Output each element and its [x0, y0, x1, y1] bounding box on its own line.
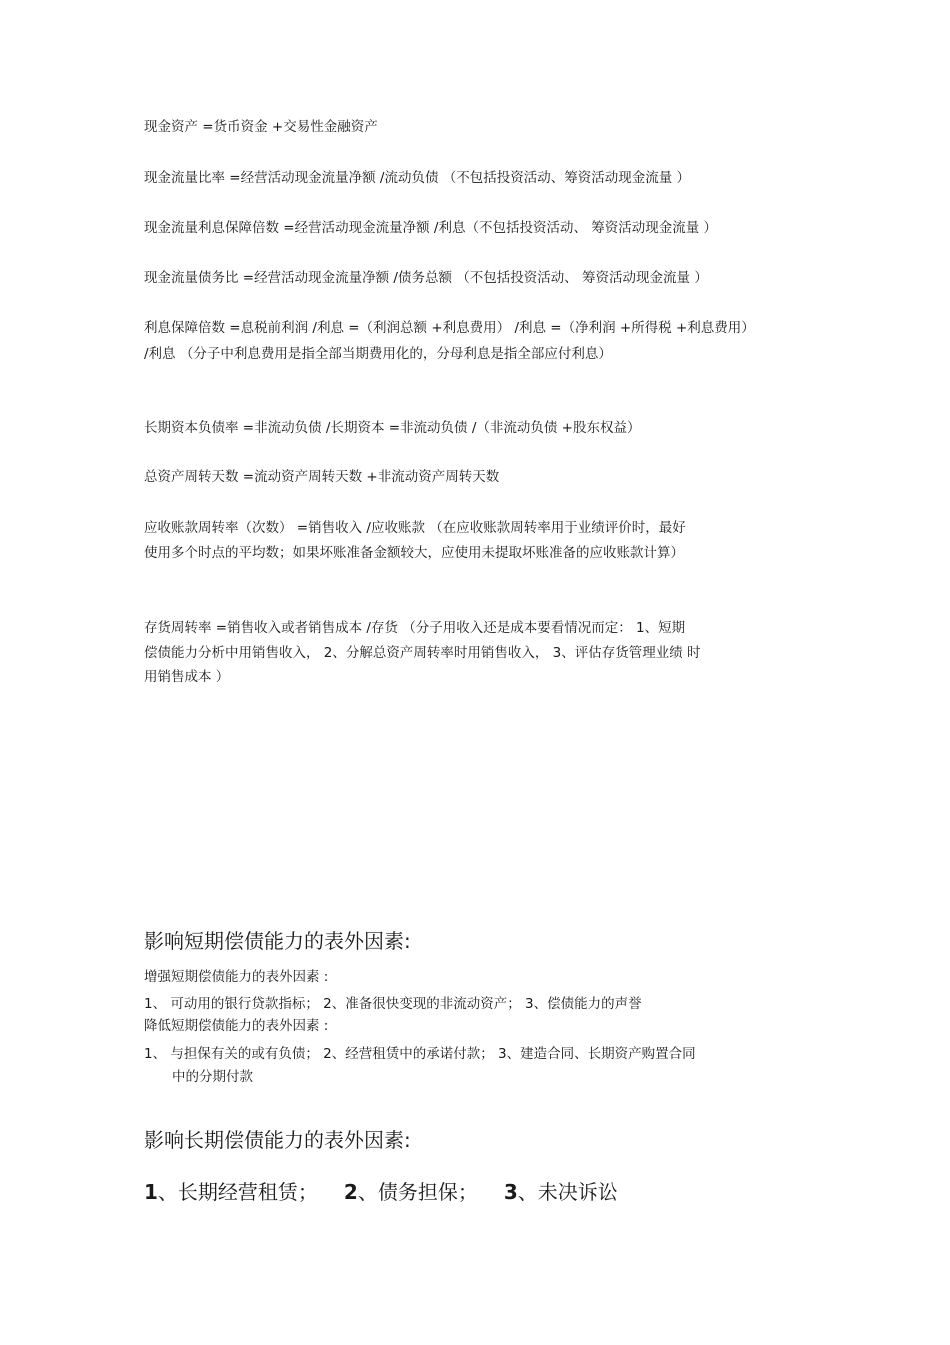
formula-cash-assets: 现金资产 =货币资金 +交易性金融资产 — [144, 119, 378, 135]
short-term-decrease-items-line1: 1、 与担保有关的或有负债； 2、经营租赁中的承诺付款； 3、建造合同、长期资产购置合同 — [144, 1046, 696, 1062]
formula-inventory-turnover-line2: 偿债能力分析中用销售收入， 2、分解总资产周转率时用销售收入， 3、评估存货管理业绩 时 — [144, 645, 701, 661]
long-term-items — [144, 1177, 618, 1207]
formula-receivables-turnover-line2: 使用多个时点的平均数；如果坏账准备金额较大，应使用未提取坏账准备的应收账款计算） — [144, 545, 684, 561]
short-term-decrease-items-line2-wrapper — [144, 1065, 814, 1090]
short-term-decrease-label: 降低短期偿债能力的表外因素 : — [144, 1018, 329, 1034]
formula-interest-coverage-line2: /利息 （分子中利息费用是指全部当期费用化的，分母利息是指全部应付利息） — [144, 346, 612, 362]
formula-long-term-capital-debt-ratio: 长期资本负债率 =非流动负债 /长期资本 =非流动负债 /（非流动负债 +股东权益） — [144, 420, 641, 436]
long-term-item-1: 、长期经营租赁； — [157, 1180, 318, 1204]
short-term-increase-label: 增强短期偿债能力的表外因素 : — [144, 969, 329, 985]
formula-cash-flow-ratio: 现金流量比率 =经营活动现金流量净额 /流动负债 （不包括投资活动、筹资活动现金流量 ） — [144, 170, 691, 186]
formula-inventory-turnover-line1: 存货周转率 =销售收入或者销售成本 /存货 （分子用收入还是成本要看情况而定： 1、短期 — [144, 620, 686, 636]
formula-cash-flow-interest-coverage: 现金流量利息保障倍数 =经营活动现金流量净额 /利息（不包括投资活动、 筹资活动现金流量 ） — [144, 220, 718, 236]
formula-receivables-turnover-line1: 应收账款周转率（次数） =销售收入 /应收账款 （在应收账款周转率用于业绩评价时，最好 — [144, 520, 686, 536]
long-term-item-number-3: 3 — [503, 1180, 518, 1204]
short-term-heading: 影响短期偿债能力的表外因素: — [144, 929, 411, 953]
short-term-increase-items: 1、 可动用的银行贷款指标； 2、准备很快变现的非流动资产； 3、偿债能力的声誉 — [144, 996, 642, 1012]
long-term-item-number-1: 1 — [144, 1180, 158, 1204]
long-term-item-2: 、债务担保； — [357, 1180, 478, 1204]
long-term-item-number-2: 2 — [343, 1180, 358, 1204]
formula-total-asset-turnover-days: 总资产周转天数 =流动资产周转天数 +非流动资产周转天数 — [144, 469, 500, 485]
formula-interest-coverage-line1: 利息保障倍数 =息税前利润 /利息 =（利润总额 +利息费用） /利息 =（净利润 +所得税 +利息费用） — [144, 320, 755, 336]
short-term-decrease-items-line2: 中的分期付款 — [172, 1069, 253, 1085]
formula-inventory-turnover-line3: 用销售成本 ） — [144, 669, 230, 685]
formula-cash-flow-debt-ratio: 现金流量债务比 =经营活动现金流量净额 /债务总额 （不包括投资活动、 筹资活动现金流量 ） — [144, 270, 708, 286]
long-term-heading: 影响长期偿债能力的表外因素: — [144, 1128, 411, 1152]
long-term-item-3: 、未决诉讼 — [517, 1180, 618, 1204]
